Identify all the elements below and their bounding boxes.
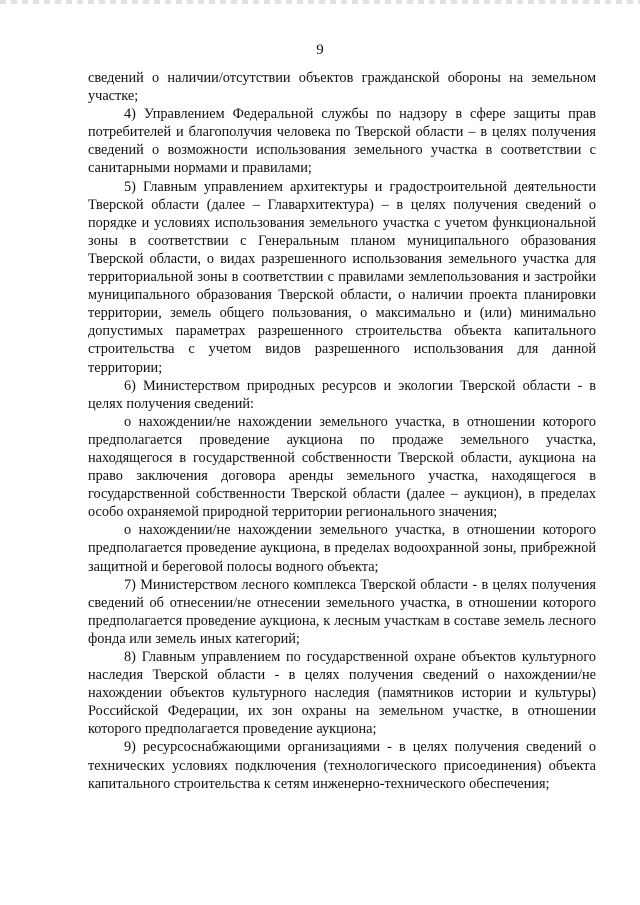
paragraph-item-6: 6) Министерством природных ресурсов и экологии Тверской области - в целях получения сведений: <box>88 377 596 412</box>
paragraph-item-6-sub-1: о нахождении/не нахождении земельного участка, в отношении которого предполагается проведение аукциона по продаже земельного участка, находящегося в государственной собственности Тверской области, аукциона на право заключения договора аренды земельного участка, находящегося в государственной собственности Тверской области (далее – аукцион), в пределах особо охраняемой природной территории регионального значения; <box>88 413 596 521</box>
paragraph-item-4: 4) Управлением Федеральной службы по надзору в сфере защиты прав потребителей и благополучия человека по Тверской области – в целях получения сведений о возможности использования земельного участка в соответствии с санитарными нормами и правилами; <box>88 106 596 177</box>
document-body <box>88 69 596 793</box>
paragraph-item-8: 8) Главным управлением по государственной охране объектов культурного наследия Тверской области - в целях получения сведений о нахождении/не нахождении объектов культурного наследия (памятников истории и культуры) Российской Федерации, их зон охраны на земельном участке, в отношении которого предполагается проведение аукциона; <box>88 649 596 738</box>
paragraph-continuation: сведений о наличии/отсутствии объектов гражданской обороны на земельном участке; <box>88 70 596 105</box>
scan-edge-artifact <box>0 0 640 4</box>
page-number: 9 <box>316 42 324 58</box>
paragraph-item-5: 5) Главным управлением архитектуры и градостроительной деятельности Тверской области (далее – Главархитектура) – в целях получения сведений о порядке и условиях использования земельного участка с учетом функциональной зоны в соответствии с Генеральным планом муниципального образования Тверской области, о видах разрешенного использования земельного участка для территориальной зоны в соответствии с правилами землепользования и застройки муниципального образования Тверской области, о наличии проекта планировки территории, земель общего пользования, о максимально и (или) минимально допустимых параметрах разрешенного строительства объекта капитального строительства с учетом видов разрешенного использования для данной территории; <box>88 178 596 376</box>
paragraph-item-6-sub-2: о нахождении/не нахождении земельного участка, в отношении которого предполагается проведение аукциона, в пределах водоохранной зоны, прибрежной защитной и береговой полосы водного объекта; <box>88 522 596 575</box>
paragraph-item-9: 9) ресурсоснабжающими организациями - в целях получения сведений о технических условиях подключения (технологического присоединения) объекта капитального строительства к сетям инженерно-технического обеспечения; <box>88 739 596 792</box>
paragraph-item-7: 7) Министерством лесного комплекса Тверской области - в целях получения сведений об отнесении/не отнесении земельного участка, в отношении которого предполагается проведение аукциона, к лесным участкам в составе земель лесного фонда или земель иных категорий; <box>88 576 596 647</box>
